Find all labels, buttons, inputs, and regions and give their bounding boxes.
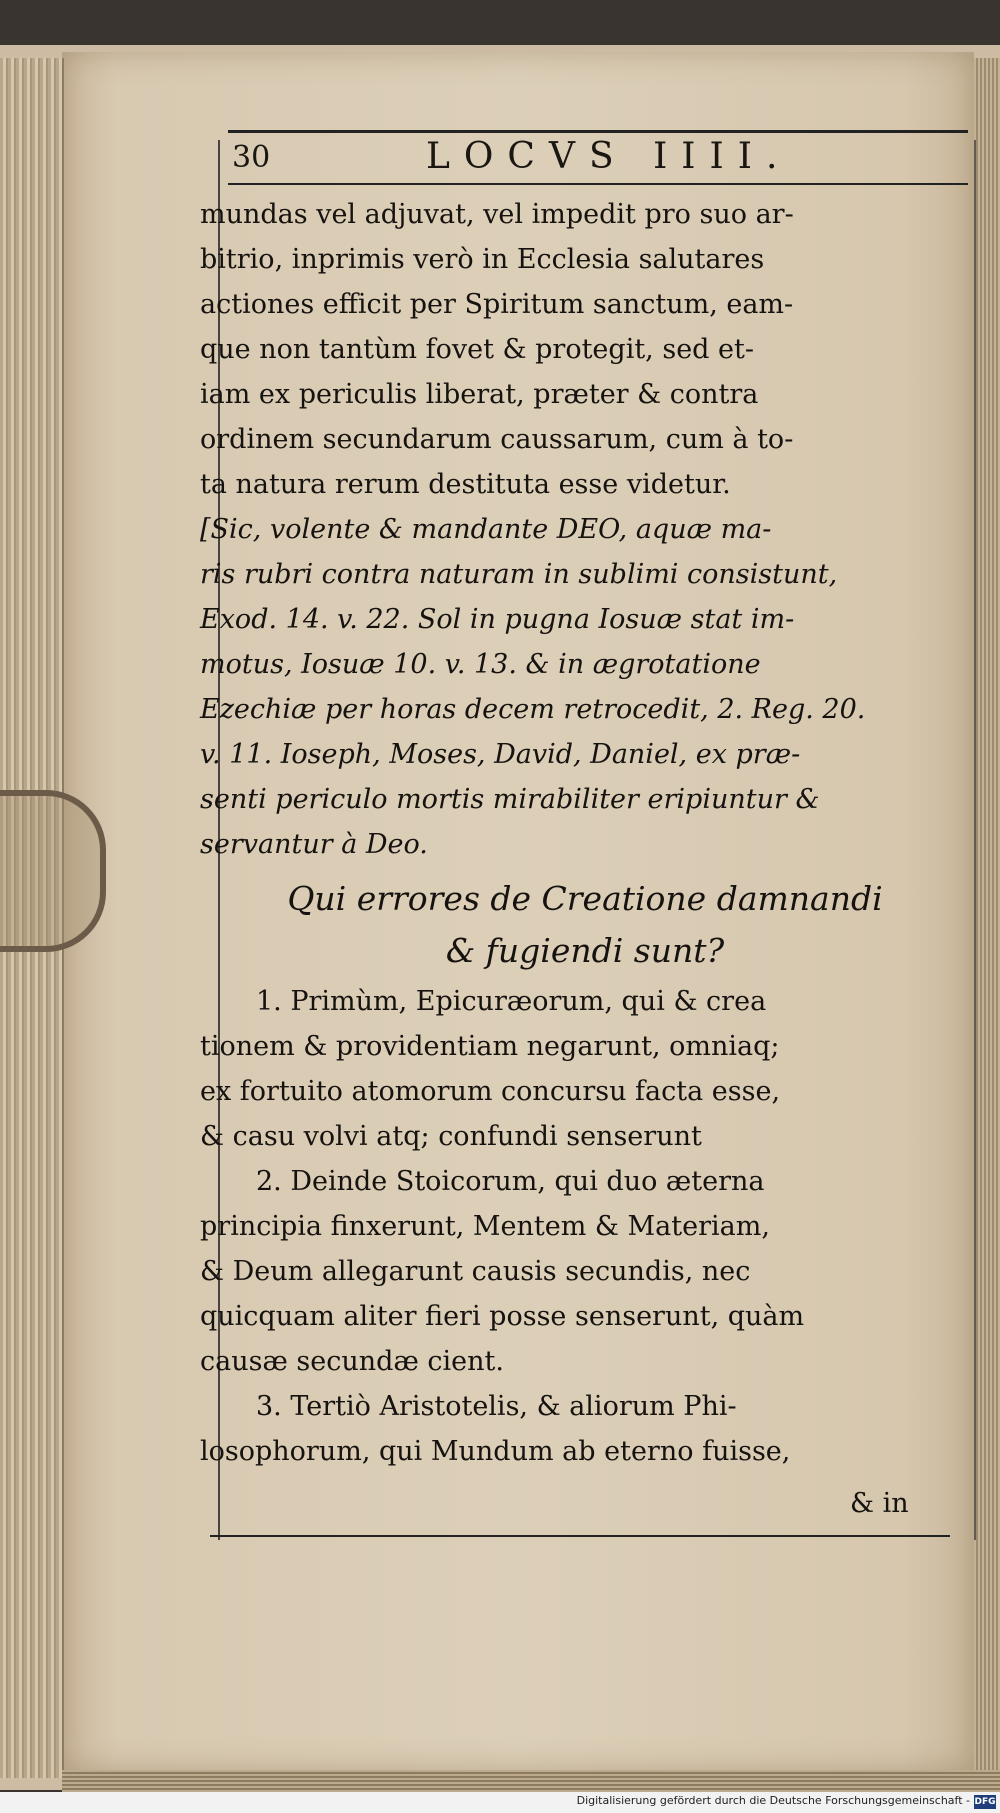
list-line: tionem & providentiam negarunt, omniaq; [200,1031,780,1062]
text-line: actiones efficit per Spiritum sanctum, eam- [200,289,794,320]
text-line: que non tantùm fovet & protegit, sed et- [200,334,755,365]
list-line: principia finxerunt, Mentem & Materiam, [200,1211,770,1242]
text-line: ta natura rerum destituta esse videtur. [200,469,731,500]
footer-rule [210,1535,950,1537]
body-paragraph [200,192,970,867]
text-line: Exod. 14. v. 22. Sol in pugna Iosuæ stat im- [200,604,795,635]
catchword: & in [850,1488,909,1519]
text-line: senti periculo mortis mirabiliter eripiuntur & [200,784,820,815]
header-rule-bottom [228,183,968,185]
book-clasp [0,790,106,952]
text-line: ris rubri contra naturam in sublimi consistunt, [200,559,838,590]
heading-line: & fugiendi sunt? [445,931,725,970]
text-line: ordinem secundarum caussarum, cum à to- [200,424,794,455]
list-line: causæ secundæ cient. [200,1346,504,1377]
list-line: & Deum allegarunt causis secundis, nec [200,1256,751,1287]
text-line: mundas vel adjuvat, vel impedit pro suo ar- [200,199,794,230]
list-line: quicquam aliter fieri posse senserunt, quàm [200,1301,805,1332]
text-line: bitrio, inprimis verò in Ecclesia salutares [200,244,765,275]
errors-list [200,979,970,1474]
digitization-notice: Digitalisierung gefördert durch die Deutsche Forschungsgemeinschaft - [576,1794,970,1807]
list-line: & casu volvi atq; confundi senserunt [200,1121,702,1152]
margin-rule-right [974,140,976,1540]
page-header [228,136,968,182]
text-line: [Sic, volente & mandante DEO, aquæ ma- [200,514,772,545]
page-edges-right [974,58,1000,1778]
text-line: iam ex periculis liberat, præter & contra [200,379,759,410]
text-line: servantur à Deo. [200,829,428,860]
section-heading [200,873,970,977]
text-line: motus, Iosuæ 10. v. 13. & in ægrotatione [200,649,761,680]
page-number: 30 [232,140,271,175]
heading-line: Qui errores de Creatione damnandi [287,879,883,918]
page-text [200,192,970,1474]
dfg-logo: DFG [974,1797,996,1807]
running-head: LOCVS IIII. [426,136,792,177]
list-line: ex fortuito atomorum concursu facta esse, [200,1076,781,1107]
page-edges-bottom [62,1770,1000,1792]
list-line: 3. Tertiò Aristotelis, & aliorum Phi- [256,1391,737,1422]
header-rule-top [228,130,968,133]
list-line: 1. Primùm, Epicuræorum, qui & crea [256,986,767,1017]
text-line: Ezechiæ per horas decem retrocedit, 2. Reg. 20. [200,694,866,725]
list-line: losophorum, qui Mundum ab eterno fuisse, [200,1436,791,1467]
text-line: v. 11. Ioseph, Moses, David, Daniel, ex præ- [200,739,801,770]
list-line: 2. Deinde Stoicorum, qui duo æterna [256,1166,765,1197]
